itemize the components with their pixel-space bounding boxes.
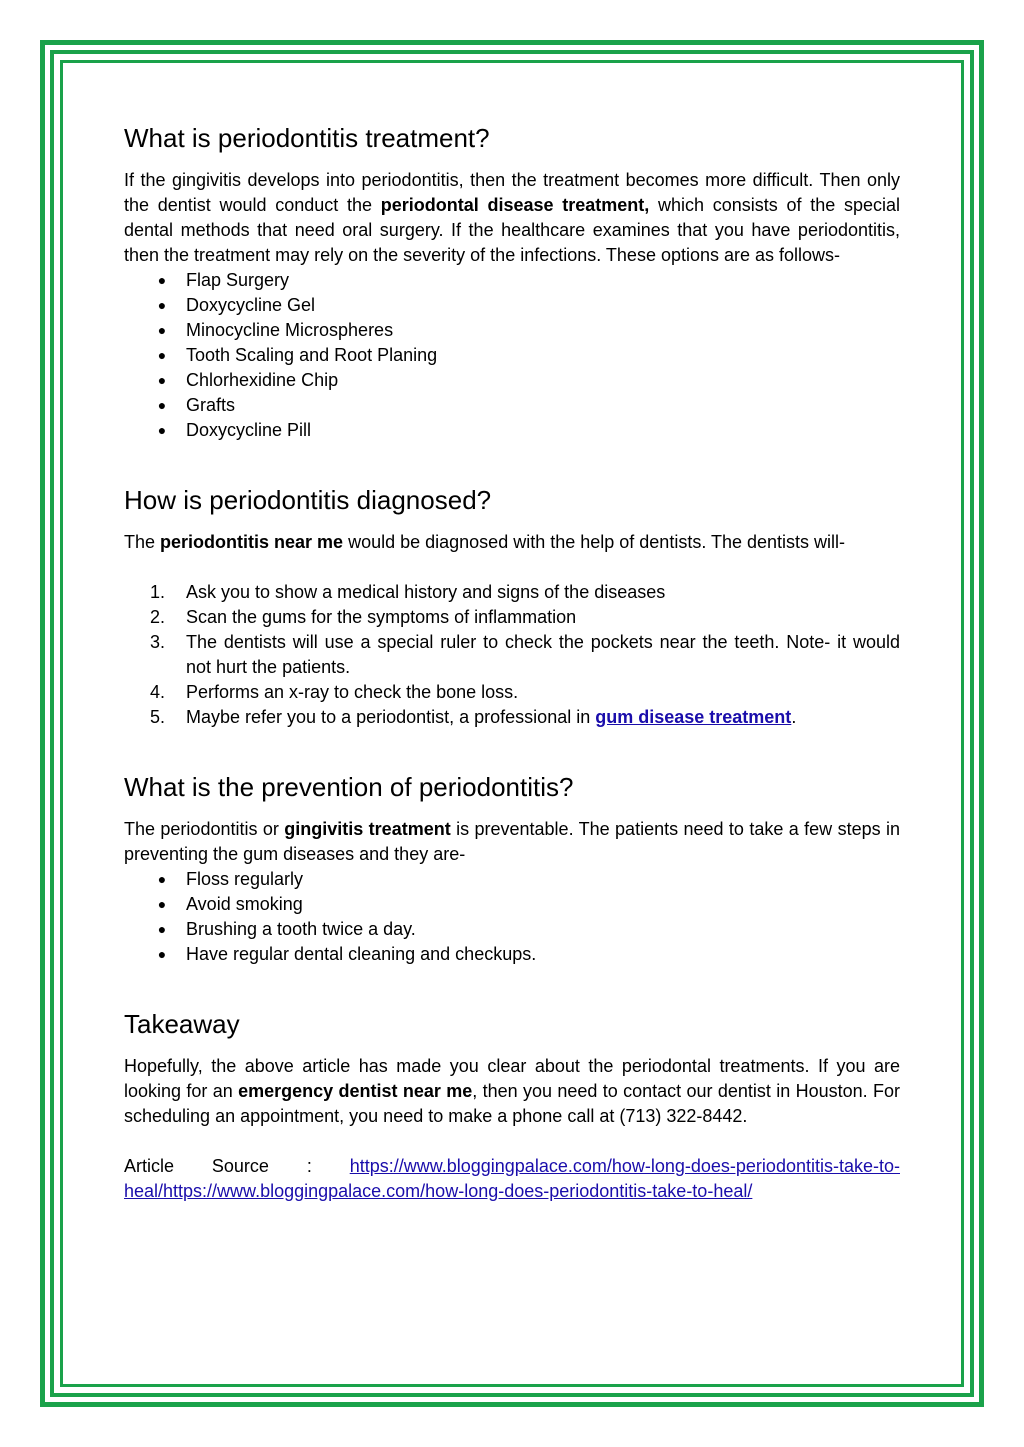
- list-item-text: Scan the gums for the symptoms of inflammation: [186, 607, 577, 627]
- list-number: 5.: [150, 707, 166, 727]
- bullet-icon: ●: [157, 921, 167, 937]
- list-item: [124, 268, 900, 293]
- heading-treatment: What is periodontitis treatment?: [124, 123, 490, 153]
- article-source: [124, 1154, 900, 1204]
- bold-keyword: gingivitis treatment: [284, 819, 451, 839]
- list-item-text: The dentists will use a special ruler to check the pockets near the teeth. Note- it would not hurt the patients.: [186, 632, 900, 677]
- list-item: [124, 605, 900, 630]
- gum-disease-treatment-link[interactable]: gum disease treatment: [595, 707, 792, 727]
- list-item-text: Brushing a tooth twice a day.: [186, 919, 416, 939]
- list-item-text: Chlorhexidine Chip: [186, 370, 339, 390]
- bullet-icon: ●: [157, 871, 167, 887]
- section-spacer: [124, 730, 900, 767]
- text-span: .: [791, 707, 797, 727]
- list-number: 4.: [150, 682, 166, 702]
- list-item-text: Flap Surgery: [186, 270, 290, 290]
- source-url-link-part-1[interactable]: https://www.bloggingpalace.com/how-long-does-periodontitis-take-to-: [349, 1156, 900, 1176]
- diagnosis-paragraph: [124, 530, 900, 555]
- list-item: [124, 318, 900, 343]
- text-span: If the gingivitis develops into periodontitis, then the treatment becomes more difficult. Then only the dentist would conduct the: [124, 170, 900, 215]
- treatment-options-list: [124, 268, 900, 443]
- bullet-icon: ●: [157, 347, 167, 363]
- list-item: [124, 393, 900, 418]
- source-label-article: Article: [124, 1156, 175, 1176]
- list-item-text: Floss regularly: [186, 869, 304, 889]
- bullet-icon: ●: [157, 372, 167, 388]
- list-number: 1.: [150, 582, 166, 602]
- heading-takeaway: Takeaway: [124, 1009, 240, 1039]
- list-item: [124, 343, 900, 368]
- source-line-1: [124, 1154, 900, 1179]
- list-item-text: Tooth Scaling and Root Planing: [186, 345, 438, 365]
- list-item: [124, 293, 900, 318]
- list-item-text: Performs an x-ray to check the bone loss.: [186, 682, 519, 702]
- section-spacer: [124, 967, 900, 1004]
- diagnosis-steps-list: [124, 580, 900, 730]
- bullet-icon: ●: [157, 322, 167, 338]
- bullet-icon: ●: [157, 946, 167, 962]
- section-spacer: [124, 443, 900, 480]
- list-item: [124, 917, 900, 942]
- bold-keyword: emergency dentist near me: [238, 1081, 473, 1101]
- heading-prevention: What is the prevention of periodontitis?: [124, 772, 574, 802]
- list-item: [124, 368, 900, 393]
- list-item-text: Have regular dental cleaning and checkups.: [186, 944, 537, 964]
- list-item: [124, 705, 900, 730]
- bullet-icon: ●: [157, 297, 167, 313]
- list-item: [124, 630, 900, 680]
- list-item: [124, 942, 900, 967]
- bullet-icon: ●: [157, 272, 167, 288]
- list-item-text: Ask you to show a medical history and signs of the diseases: [186, 582, 666, 602]
- source-line-2: [124, 1179, 900, 1204]
- list-item-text: Maybe refer you to a periodontist, a professional in: [186, 707, 596, 727]
- text-span: , then you need to contact our dentist in Houston. For scheduling an appointment, you need to make a phone call at (713) 322-8442.: [124, 1081, 900, 1126]
- prevention-paragraph: [124, 817, 900, 867]
- list-item-text: Minocycline Microspheres: [186, 320, 394, 340]
- list-item: [124, 418, 900, 443]
- list-number: 3.: [150, 632, 166, 652]
- treatment-paragraph: [124, 168, 900, 268]
- list-item-text: Doxycycline Gel: [186, 295, 316, 315]
- bullet-icon: ●: [157, 422, 167, 438]
- heading-diagnosis: How is periodontitis diagnosed?: [124, 485, 492, 515]
- source-label-source: Source: [211, 1156, 269, 1176]
- text-span: would be diagnosed with the help of dentists. The dentists will-: [343, 532, 846, 552]
- text-span: which consists of the special dental methods that need oral surgery. If the healthcare examines that you have periodontitis, then the treatment may rely on the severity of the infections. These options are as follows-: [124, 195, 900, 265]
- document-body: [124, 118, 900, 1204]
- source-url-link-part-2[interactable]: heal/https://www.bloggingpalace.com/how-long-does-periodontitis-take-to-heal/: [124, 1181, 753, 1201]
- list-item-text: Grafts: [186, 395, 236, 415]
- text-span: is preventable. The patients need to take a few steps in preventing the gum diseases and they are-: [124, 819, 900, 864]
- bullet-icon: ●: [157, 896, 167, 912]
- list-item: [124, 580, 900, 605]
- list-item-text: Doxycycline Pill: [186, 420, 312, 440]
- bold-keyword: periodontitis near me: [160, 532, 344, 552]
- list-item: [124, 680, 900, 705]
- bold-keyword: periodontal disease treatment,: [380, 195, 650, 215]
- text-span: The: [124, 532, 161, 552]
- list-item: [124, 892, 900, 917]
- list-item: [124, 867, 900, 892]
- text-span: Hopefully, the above article has made you clear about the periodontal treatments. If you are looking for an: [124, 1056, 900, 1101]
- source-colon: :: [306, 1156, 312, 1176]
- takeaway-paragraph: [124, 1054, 900, 1129]
- prevention-list: [124, 867, 900, 967]
- paragraph-spacer: [124, 555, 900, 580]
- list-item-text: Avoid smoking: [186, 894, 303, 914]
- list-number: 2.: [150, 607, 166, 627]
- paragraph-spacer: [124, 1129, 900, 1154]
- bullet-icon: ●: [157, 397, 167, 413]
- text-span: The periodontitis or: [124, 819, 285, 839]
